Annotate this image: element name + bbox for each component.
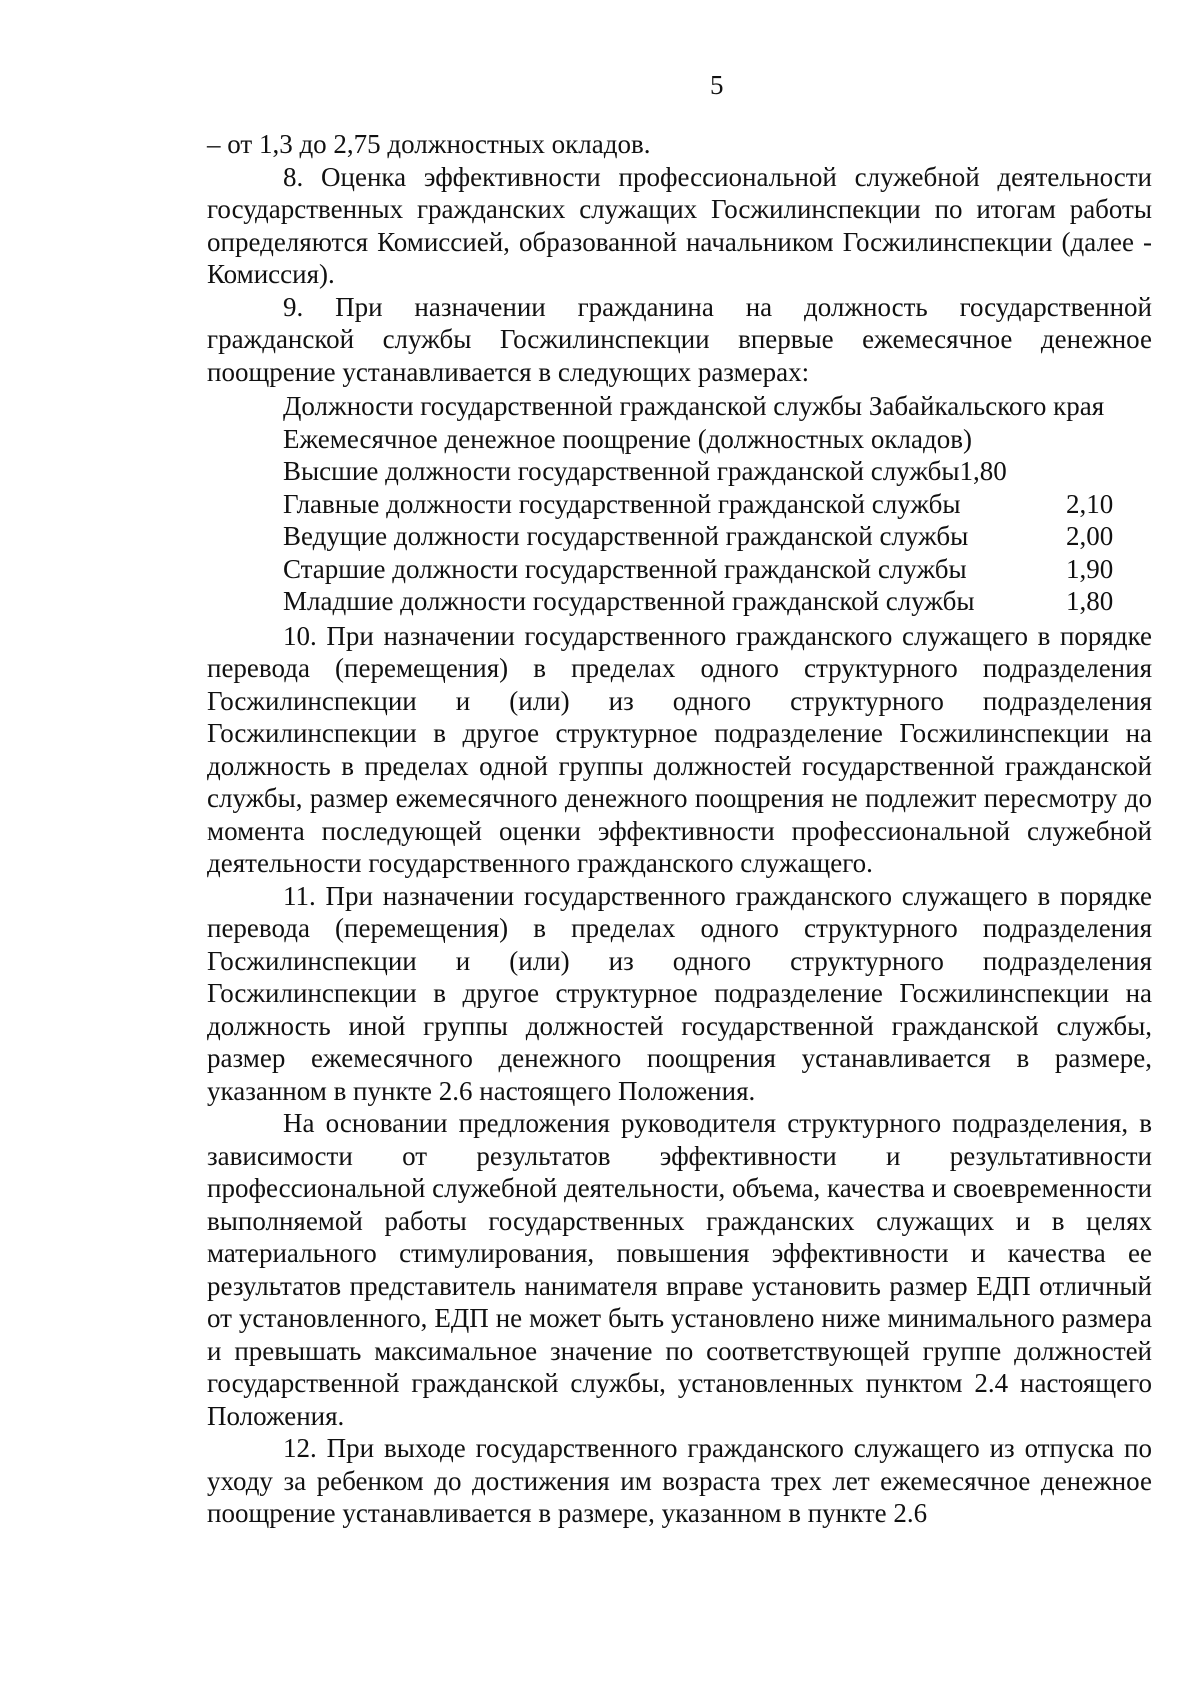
paragraph: 11. При назначении государственного гражданского служащего в порядке перевода (перемещения) в пределах одного структурного подразделения Госжилинспекции и (или) из одного структурного подразделения Госжилинспекции в другое структурное подразделение Госжилинспекции на должность иной группы должностей государственной гражданской службы, размер ежемесячного денежного поощрения устанавливается в размере, указанном в пункте 2.6 настоящего Положения.: [207, 880, 1152, 1106]
paragraph: 9. При назначении гражданина на должность государственной гражданской службы Госжилинспекции впервые ежемесячное денежное поощрение устанавливается в следующих размерах:: [207, 291, 1152, 387]
paragraphs-before: [207, 128, 1152, 388]
document-body: [207, 128, 1152, 1530]
bonus-value: 1,80: [1066, 586, 1114, 616]
bonus-value: 1,80: [959, 456, 1007, 486]
table-row: [283, 520, 1152, 553]
bonus-value: 1,90: [1066, 553, 1114, 584]
table-row: [283, 553, 1152, 586]
position-group-label: Старшие должности государственной гражданской службы: [283, 553, 967, 584]
page-number: 5: [710, 70, 724, 100]
table-header-positions-text: Должности государственной гражданской службы Забайкальского края: [283, 391, 1105, 421]
table-header-bonus-text: Ежемесячное денежное поощрение (должностных окладов): [283, 423, 972, 454]
position-group-label: Ведущие должности государственной гражданской службы: [283, 521, 969, 551]
paragraph: – от 1,3 до 2,75 должностных окладов.: [207, 129, 651, 159]
bonus-value: 2,00: [1066, 521, 1114, 551]
bonus-value: 2,10: [1066, 488, 1114, 519]
table-row: [283, 488, 1152, 521]
table-row: [283, 585, 1152, 618]
position-group-label: Младшие должности государственной гражданской службы: [283, 586, 975, 616]
position-group-label: Главные должности государственной гражданской службы: [283, 488, 961, 519]
paragraph: 10. При назначении государственного гражданского служащего в порядке перевода (перемещения) в пределах одного структурного подразделения Госжилинспекции и (или) из одного структурного подразделения Госжилинспекции в другое структурное подразделение Госжилинспекции на должность в пределах одной группы должностей государственной гражданской службы, размер ежемесячного денежного поощрения не подлежит пересмотру до момента последующей оценки эффективности профессиональной служебной деятельности государственного гражданского служащего.: [207, 620, 1152, 878]
paragraph: 12. При выходе государственного гражданского служащего из отпуска по уходу за ребенком до достижения им возраста трех лет ежемесячное денежное поощрение устанавливается в размере, указанном в пункте 2.6: [207, 1433, 1152, 1528]
paragraphs-after: [207, 620, 1152, 1530]
table-header-bonus: [283, 423, 1152, 456]
table-rows: [283, 455, 1152, 618]
table-row: [283, 455, 1152, 488]
table-header-positions: [283, 390, 1152, 423]
bonus-table: [283, 390, 1152, 618]
paragraph: На основании предложения руководителя структурного подразделения, в зависимости от результатов эффективности и результативности профессиональной служебной деятельности, объема, качества и своевременности выполняемой работы государственных гражданских служащих и в целях материального стимулирования, повышения эффективности и качества ее результатов представитель нанимателя вправе установить размер ЕДП отличный от установленного, ЕДП не может быть установлено ниже минимального размера и превышать максимальное значение по соответствующей группе должностей государственной гражданской службы, установленных пунктом 2.4 настоящего Положения.: [207, 1108, 1152, 1431]
paragraph: 8. Оценка эффективности профессиональной служебной деятельности государственных гражданских служащих Госжилинспекции по итогам работы определяются Комиссией, образованной начальником Госжилинспекции (далее - Комиссия).: [207, 161, 1152, 289]
position-group-label: Высшие должности государственной гражданской службы: [283, 456, 960, 486]
